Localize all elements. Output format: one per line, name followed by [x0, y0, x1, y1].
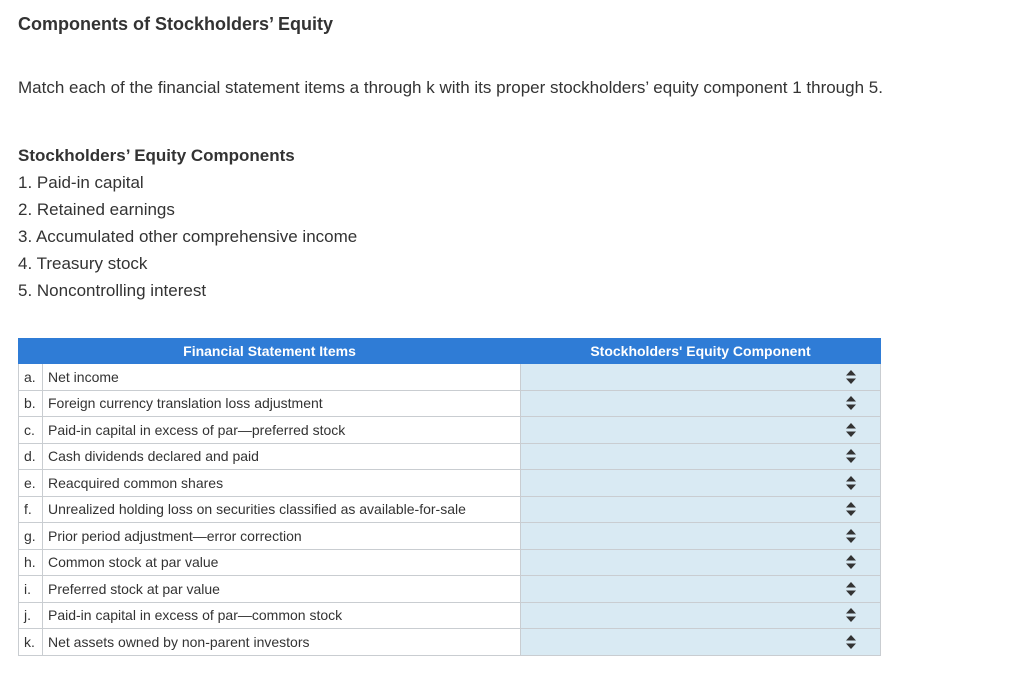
row-letter: h. [19, 549, 43, 576]
up-down-arrows-icon[interactable] [846, 608, 856, 622]
table-row [19, 390, 881, 417]
row-item-label: Net income [43, 364, 521, 391]
row-letter: a. [19, 364, 43, 391]
table-row [19, 417, 881, 444]
row-letter: c. [19, 417, 43, 444]
components-heading: Stockholders’ Equity Components [18, 146, 295, 165]
component-item: 2. Retained earnings [18, 200, 175, 219]
equity-component-select[interactable] [521, 390, 881, 417]
table-row [19, 443, 881, 470]
component-item: 5. Noncontrolling interest [18, 281, 207, 300]
matching-table [18, 338, 881, 656]
table-row [19, 602, 881, 629]
row-letter: f. [19, 496, 43, 523]
row-letter: e. [19, 470, 43, 497]
table-row [19, 576, 881, 603]
equity-component-select[interactable] [521, 523, 881, 550]
component-item: 1. Paid-in capital [18, 173, 144, 192]
header-financial-statement-items: Financial Statement Items [19, 339, 521, 364]
equity-component-select[interactable] [521, 496, 881, 523]
equity-component-select[interactable] [521, 364, 881, 391]
up-down-arrows-icon[interactable] [846, 529, 856, 543]
equity-component-select[interactable] [521, 417, 881, 444]
row-item-label: Reacquired common shares [43, 470, 521, 497]
table-header-row [19, 339, 881, 364]
row-item-label: Foreign currency translation loss adjustment [43, 390, 521, 417]
up-down-arrows-icon[interactable] [846, 582, 856, 596]
instructions: Match each of the financial statement items a through k with its proper stockholders’ equity component 1 through 5. [18, 78, 883, 97]
components-list [18, 142, 357, 304]
row-letter: j. [19, 602, 43, 629]
page-title: Components of Stockholders’ Equity [18, 14, 334, 34]
table-row [19, 364, 881, 391]
up-down-arrows-icon[interactable] [846, 502, 856, 516]
table-row [19, 496, 881, 523]
up-down-arrows-icon[interactable] [846, 370, 856, 384]
row-item-label: Paid-in capital in excess of par—preferred stock [43, 417, 521, 444]
row-item-label: Prior period adjustment—error correction [43, 523, 521, 550]
table-row [19, 523, 881, 550]
equity-component-select[interactable] [521, 443, 881, 470]
row-item-label: Cash dividends declared and paid [43, 443, 521, 470]
row-item-label: Paid-in capital in excess of par—common stock [43, 602, 521, 629]
table-row [19, 629, 881, 656]
up-down-arrows-icon[interactable] [846, 396, 856, 410]
row-item-label: Net assets owned by non-parent investors [43, 629, 521, 656]
component-item: 4. Treasury stock [18, 254, 148, 273]
row-item-label: Unrealized holding loss on securities classified as available-for-sale [43, 496, 521, 523]
table-row [19, 470, 881, 497]
up-down-arrows-icon[interactable] [846, 449, 856, 463]
header-equity-component: Stockholders' Equity Component [521, 339, 881, 364]
row-item-label: Common stock at par value [43, 549, 521, 576]
row-letter: g. [19, 523, 43, 550]
equity-component-select[interactable] [521, 470, 881, 497]
equity-component-select[interactable] [521, 629, 881, 656]
row-item-label: Preferred stock at par value [43, 576, 521, 603]
equity-component-select[interactable] [521, 549, 881, 576]
equity-component-select[interactable] [521, 576, 881, 603]
row-letter: i. [19, 576, 43, 603]
up-down-arrows-icon[interactable] [846, 635, 856, 649]
equity-component-select[interactable] [521, 602, 881, 629]
up-down-arrows-icon[interactable] [846, 555, 856, 569]
row-letter: d. [19, 443, 43, 470]
row-letter: k. [19, 629, 43, 656]
table-row [19, 549, 881, 576]
up-down-arrows-icon[interactable] [846, 423, 856, 437]
component-item: 3. Accumulated other comprehensive income [18, 227, 358, 246]
up-down-arrows-icon[interactable] [846, 476, 856, 490]
row-letter: b. [19, 390, 43, 417]
